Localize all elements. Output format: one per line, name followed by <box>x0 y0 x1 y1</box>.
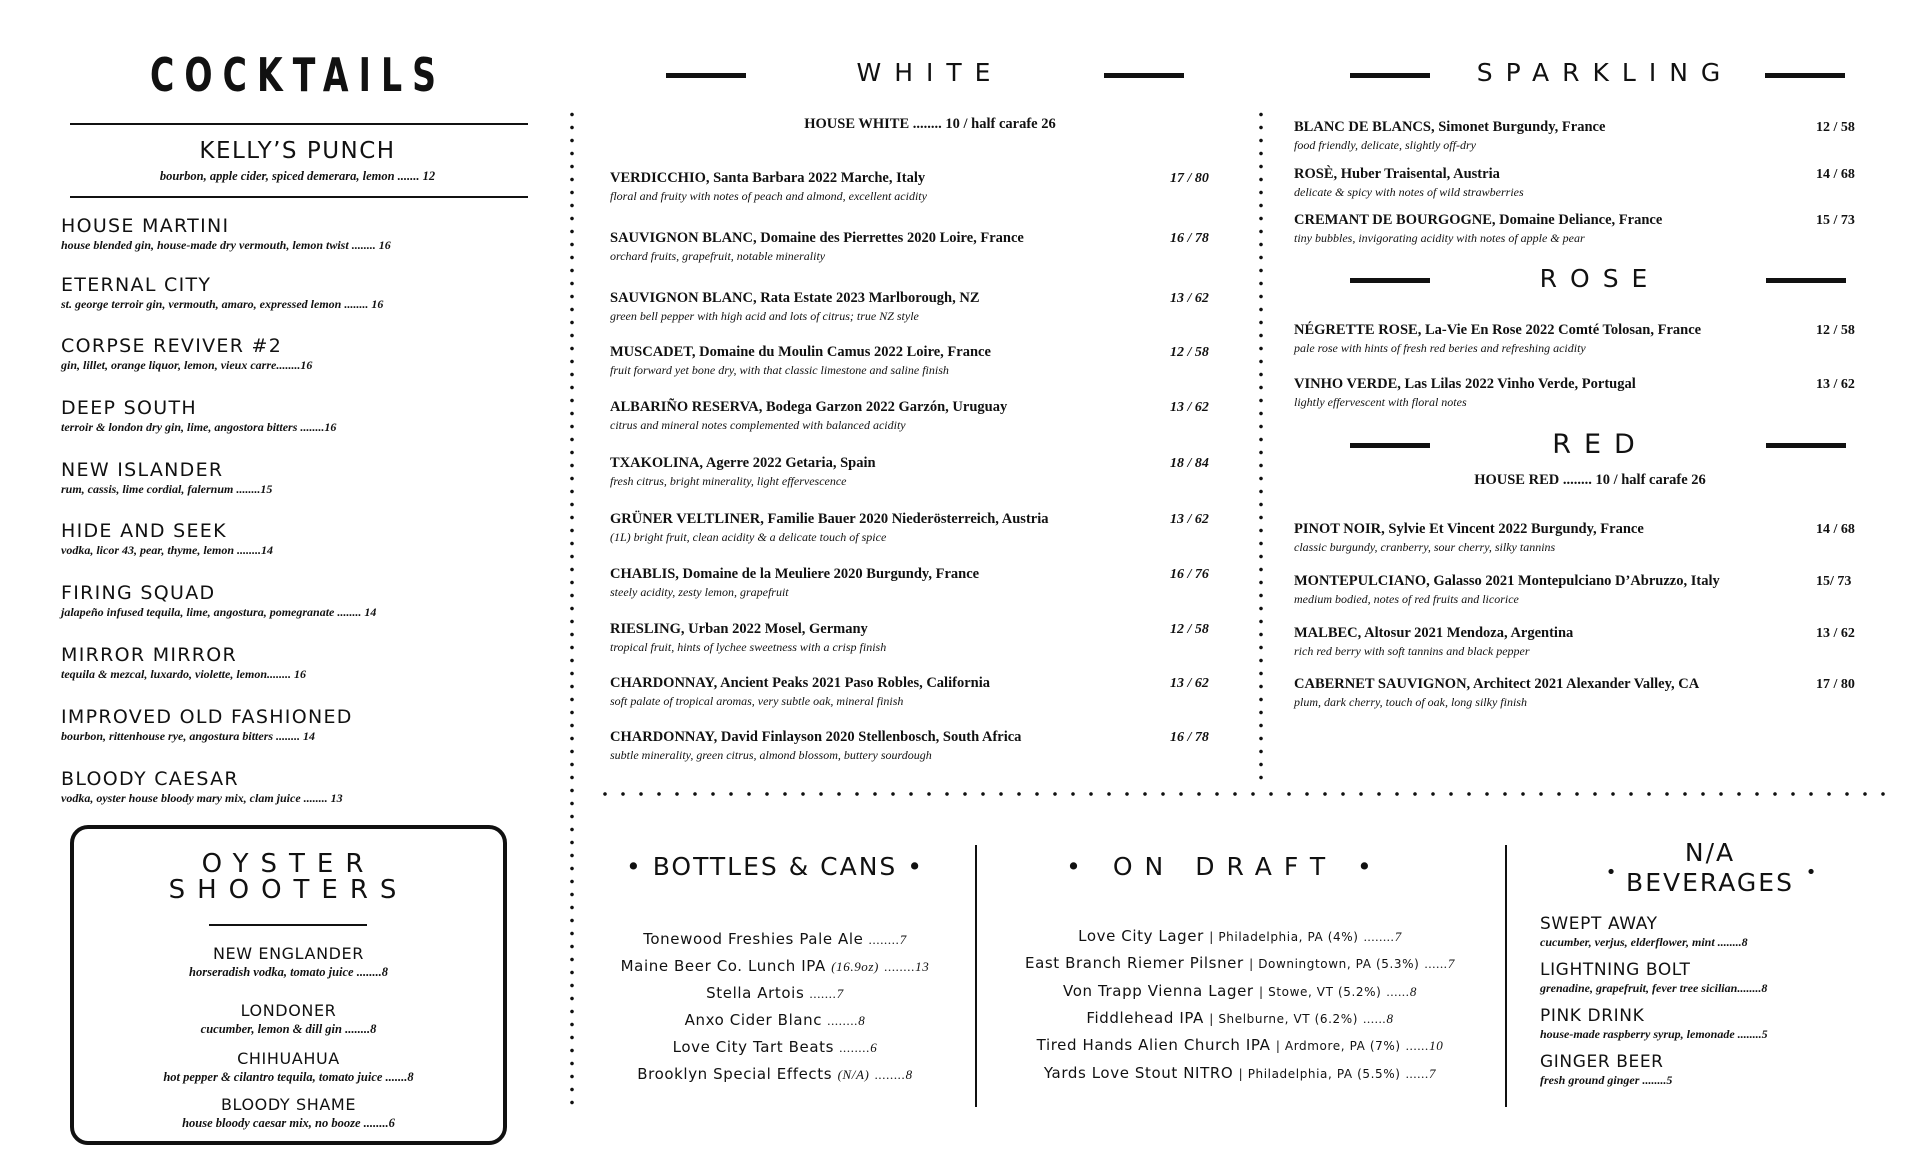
draft-origin: | Philadelphia, PA (4%) <box>1209 930 1359 944</box>
cocktail-name: HOUSE MARTINI <box>61 215 230 237</box>
oyster-shooters-title-line2: SHOOTERS <box>168 875 409 905</box>
bottom-divider-left <box>975 845 977 1107</box>
cocktail-name: BLOODY CAESAR <box>61 768 239 790</box>
wine-price: 15/ 73 <box>1816 574 1852 589</box>
cocktail-desc: st. george terroir gin, vermouth, amaro, expressed lemon ........ 16 <box>61 297 384 311</box>
wine-item <box>610 454 1209 489</box>
oyster-shooter-item <box>74 1095 503 1131</box>
wine-item <box>610 289 1209 324</box>
wine-name: CHABLIS, Domaine de la Meuliere 2020 Burgundy, France <box>610 566 980 582</box>
bottle-item <box>595 1010 955 1031</box>
draft-origin: | Stowe, VT (5.2%) <box>1259 985 1382 999</box>
bottom-divider-right <box>1505 845 1507 1107</box>
wine-item <box>1294 165 1855 200</box>
wine-desc: rich red berry with soft tannins and black pepper <box>1294 644 1530 658</box>
draft-price: ......8 <box>1363 1011 1394 1026</box>
oyster-shooter-desc: house bloody caesar mix, no booze ........6 <box>182 1116 395 1130</box>
bottle-item <box>595 1064 955 1085</box>
wine-desc: floral and fruity with notes of peach and almond, excellent acidity <box>610 189 927 203</box>
na-desc: cucumber, verjus, elderflower, mint ........8 <box>1540 935 1748 949</box>
wine-item <box>610 510 1209 545</box>
bottle-note: (16.9oz) <box>831 959 879 974</box>
cocktails-divider-top <box>70 123 528 125</box>
cocktails-divider-bottom <box>70 196 528 198</box>
oyster-shooter-desc: cucumber, lemon & dill gin ........8 <box>200 1022 377 1036</box>
cocktail-desc: terroir & london dry gin, lime, angostora bitters ........16 <box>61 420 337 434</box>
column-divider-dots-left <box>570 108 574 1110</box>
wine-name: CABERNET SAUVIGNON, Architect 2021 Alexander Valley, CA <box>1294 676 1700 692</box>
na-desc: grenadine, grapefruit, fever tree sicilian........8 <box>1540 981 1768 995</box>
wine-desc: (1L) bright fruit, clean acidity & a delicate touch of spice <box>610 530 887 544</box>
bottle-item <box>595 983 955 1004</box>
wine-name: NÉGRETTE ROSE, La-Vie En Rose 2022 Comté Tolosan, France <box>1294 322 1702 338</box>
wine-price: 16 / 76 <box>1170 567 1209 582</box>
red-header-bar-left <box>1350 443 1430 448</box>
wine-item <box>1294 211 1855 246</box>
wine-item <box>610 169 1209 204</box>
na-title-line1: N/A <box>1684 838 1736 867</box>
rose-header-bar-right <box>1766 278 1846 283</box>
draft-item <box>995 1008 1485 1029</box>
bottle-price: ........8 <box>827 1013 866 1028</box>
wine-name: CREMANT DE BOURGOGNE, Domaine Deliance, France <box>1294 212 1663 228</box>
bottle-price: ........13 <box>884 959 930 974</box>
draft-origin: | Shelburne, VT (6.2%) <box>1209 1012 1359 1026</box>
na-item <box>1540 1052 1672 1088</box>
cocktail-item <box>61 334 541 373</box>
draft-item <box>995 1063 1485 1084</box>
wine-price: 14 / 68 <box>1816 167 1855 182</box>
wine-price: 13 / 62 <box>1170 512 1209 527</box>
wine-price: 17 / 80 <box>1170 171 1209 186</box>
wine-price: 12 / 58 <box>1170 345 1209 360</box>
cocktail-item <box>61 767 541 806</box>
cocktail-desc: rum, cassis, lime cordial, falernum ........15 <box>61 482 273 496</box>
cocktail-name: IMPROVED OLD FASHIONED <box>61 706 353 728</box>
sparkling-header-bar-right <box>1765 73 1845 78</box>
cocktail-desc: jalapeño infused tequila, lime, angostura, pomegranate ........ 14 <box>61 605 377 619</box>
draft-name: Yards Love Stout NITRO <box>1043 1064 1234 1082</box>
oyster-shooter-name: BLOODY SHAME <box>220 1095 357 1114</box>
wine-price: 13 / 62 <box>1816 377 1855 392</box>
wine-desc: fresh citrus, bright minerality, light effervescence <box>610 474 847 488</box>
wine-name: TXAKOLINA, Agerre 2022 Getaria, Spain <box>610 455 876 471</box>
on-draft-title: • ON DRAFT • <box>1066 852 1384 881</box>
na-item <box>1540 1006 1768 1042</box>
bottle-price: ........6 <box>839 1040 878 1055</box>
na-desc: fresh ground ginger ........5 <box>1540 1073 1673 1087</box>
wine-price: 13 / 62 <box>1170 291 1209 306</box>
bottle-item <box>595 929 955 950</box>
wine-name: MALBEC, Altosur 2021 Mendoza, Argentina <box>1294 625 1574 641</box>
wine-name: PINOT NOIR, Sylvie Et Vincent 2022 Burgundy, France <box>1294 521 1644 537</box>
bottle-name: Love City Tart Beats <box>672 1038 835 1056</box>
cocktail-desc: gin, lillet, orange liquor, lemon, vieux carre........16 <box>61 358 313 372</box>
oyster-shooter-desc: hot pepper & cilantro tequila, tomato juice .......8 <box>163 1070 414 1084</box>
sparkling-title: SPARKLING <box>1476 58 1734 87</box>
wine-price: 13 / 62 <box>1170 400 1209 415</box>
draft-price: ........7 <box>1363 929 1402 944</box>
rose-header-bar-left <box>1350 278 1430 283</box>
wine-price: 18 / 84 <box>1170 456 1209 471</box>
bottle-name: Brooklyn Special Effects <box>637 1065 833 1083</box>
bottles-cans-title: • BOTTLES & CANS • <box>626 852 924 881</box>
draft-name: Tired Hands Alien Church IPA <box>1036 1036 1271 1054</box>
rose-title: ROSE <box>1539 264 1661 293</box>
cocktail-desc: tequila & mezcal, luxardo, violette, lemon........ 16 <box>61 667 306 681</box>
bottle-item <box>595 1037 955 1058</box>
white-header-bar-left <box>666 73 746 78</box>
red-header-bar-right <box>1766 443 1846 448</box>
wine-item <box>610 398 1209 433</box>
oyster-shooter-name: LONDONER <box>240 1001 337 1020</box>
draft-origin: | Philadelphia, PA (5.5%) <box>1238 1067 1401 1081</box>
draft-name: Von Trapp Vienna Lager <box>1063 982 1254 1000</box>
cocktail-item <box>61 643 541 682</box>
wine-name: RIESLING, Urban 2022 Mosel, Germany <box>610 621 868 637</box>
na-name: PINK DRINK <box>1540 1006 1645 1026</box>
cocktail-item <box>61 273 541 312</box>
sparkling-header-bar-left <box>1350 73 1430 78</box>
featured-cocktail-name: KELLY’S PUNCH <box>199 138 396 164</box>
wine-desc: fruit forward yet bone dry, with that classic limestone and saline finish <box>610 363 949 377</box>
na-desc: house-made raspberry syrup, lemonade ........5 <box>1540 1027 1768 1041</box>
oyster-shooters-box <box>70 825 507 1145</box>
bottle-price: ........8 <box>874 1067 913 1082</box>
featured-cocktail-desc: bourbon, apple cider, spiced demerara, lemon ....... 12 <box>159 169 436 183</box>
cocktails-title: COCKTAILS <box>150 48 447 102</box>
bottle-price: ........7 <box>868 932 907 947</box>
wine-name: CHARDONNAY, Ancient Peaks 2021 Paso Robles, California <box>610 675 990 691</box>
wine-item <box>610 565 1209 600</box>
wine-price: 17 / 80 <box>1816 677 1855 692</box>
oyster-shooter-item <box>74 944 503 980</box>
cocktail-desc: house blended gin, house-made dry vermouth, lemon twist ........ 16 <box>61 238 391 252</box>
cocktail-name: HIDE AND SEEK <box>61 520 227 542</box>
cocktail-name: MIRROR MIRROR <box>61 644 238 666</box>
wine-price: 12 / 58 <box>1816 120 1855 135</box>
wine-desc: orchard fruits, grapefruit, notable minerality <box>610 249 826 263</box>
wine-item <box>1294 675 1855 710</box>
wine-item <box>1294 118 1855 153</box>
cocktail-name: CORPSE REVIVER #2 <box>61 335 283 357</box>
wine-desc: pale rose with hints of fresh red beries and refreshing acidity <box>1294 341 1586 355</box>
cocktail-item <box>61 581 541 620</box>
na-item <box>1540 914 1748 950</box>
cocktail-desc: bourbon, rittenhouse rye, angostura bitters ........ 14 <box>61 729 316 743</box>
wine-desc: food friendly, delicate, slightly off-dry <box>1294 138 1476 152</box>
draft-price: ......8 <box>1386 984 1417 999</box>
bottle-price: .......7 <box>809 986 844 1001</box>
wine-desc: classic burgundy, cranberry, sour cherry, silky tannins <box>1294 540 1556 554</box>
cocktail-item <box>61 214 541 253</box>
wine-desc: medium bodied, notes of red fruits and licorice <box>1294 592 1519 606</box>
wine-item <box>1294 520 1855 555</box>
wine-price: 12 / 58 <box>1170 622 1209 637</box>
wine-name: SAUVIGNON BLANC, Domaine des Pierrettes 2020 Loire, France <box>610 230 1024 246</box>
bottle-item <box>595 956 955 977</box>
draft-name: Love City Lager <box>1078 927 1204 945</box>
wine-name: ALBARIÑO RESERVA, Bodega Garzon 2022 Garzón, Uruguay <box>610 399 1008 415</box>
wine-name: GRÜNER VELTLINER, Familie Bauer 2020 Niederösterreich, Austria <box>610 511 1049 527</box>
draft-price: ......10 <box>1406 1038 1444 1053</box>
wine-name: MONTEPULCIANO, Galasso 2021 Montepulciano D’Abruzzo, Italy <box>1294 573 1720 589</box>
draft-item <box>995 926 1485 947</box>
na-name: GINGER BEER <box>1540 1052 1664 1072</box>
cocktail-item <box>61 519 541 558</box>
white-title: WHITE <box>856 58 1004 87</box>
wine-item <box>1294 572 1852 607</box>
cocktail-name: ETERNAL CITY <box>61 274 212 296</box>
wine-price: 15 / 73 <box>1816 213 1855 228</box>
wine-item <box>1294 624 1855 659</box>
oyster-shooter-desc: horseradish vodka, tomato juice ........8 <box>189 965 388 979</box>
cocktail-desc: vodka, oyster house bloody mary mix, clam juice ........ 13 <box>61 791 343 805</box>
wine-item <box>610 343 1209 378</box>
wine-name: CHARDONNAY, David Finlayson 2020 Stellenbosch, South Africa <box>610 729 1022 745</box>
wine-desc: tiny bubbles, invigorating acidity with notes of apple & pear <box>1294 231 1585 245</box>
wine-name: MUSCADET, Domaine du Moulin Camus 2022 Loire, France <box>610 344 991 360</box>
wine-price: 13 / 62 <box>1170 676 1209 691</box>
bottle-note: (N/A) <box>837 1067 870 1082</box>
na-bullet-right: • <box>1805 862 1819 883</box>
oyster-shooters-title-line1: OYSTER <box>201 849 376 879</box>
wine-price: 16 / 78 <box>1170 730 1209 745</box>
na-bullet-left: • <box>1605 862 1619 883</box>
wine-desc: plum, dark cherry, touch of oak, long silky finish <box>1294 695 1527 709</box>
wine-name: VINHO VERDE, Las Lilas 2022 Vinho Verde, Portugal <box>1294 376 1636 392</box>
cocktail-item <box>61 396 541 435</box>
wine-name: BLANC DE BLANCS, Simonet Burgundy, France <box>1294 119 1606 135</box>
wine-item <box>1294 375 1855 410</box>
oyster-shooter-name: NEW ENGLANDER <box>212 944 364 963</box>
na-item <box>1540 960 1767 996</box>
draft-item <box>995 1035 1485 1056</box>
column-divider-dots-right <box>1259 108 1263 785</box>
white-header-bar-right <box>1104 73 1184 78</box>
wine-price: 12 / 58 <box>1816 323 1855 338</box>
draft-item <box>995 953 1485 974</box>
house-white: HOUSE WHITE ........ 10 / half carafe 26 <box>804 116 1056 132</box>
wine-name: ROSÈ, Huber Traisental, Austria <box>1294 166 1500 182</box>
wine-item <box>610 229 1209 264</box>
wine-item <box>610 728 1209 763</box>
bottle-name: Anxo Cider Blanc <box>684 1011 823 1029</box>
house-red: HOUSE RED ........ 10 / half carafe 26 <box>1474 472 1706 488</box>
wine-desc: subtle minerality, green citrus, almond blossom, buttery sourdough <box>610 748 932 762</box>
wine-desc: steely acidity, zesty lemon, grapefruit <box>610 585 789 599</box>
red-title: RED <box>1552 429 1648 460</box>
wine-desc: soft palate of tropical aromas, very subtle oak, mineral finish <box>610 694 904 708</box>
draft-item <box>995 981 1485 1002</box>
draft-price: ......7 <box>1405 1066 1437 1081</box>
draft-origin: | Ardmore, PA (7%) <box>1275 1039 1401 1053</box>
cocktail-desc: vodka, licor 43, pear, thyme, lemon ........14 <box>61 543 273 557</box>
cocktail-name: FIRING SQUAD <box>61 582 216 604</box>
wine-item <box>610 674 1209 709</box>
bottle-name: Tonewood Freshies Pale Ale <box>643 930 864 948</box>
cocktail-item <box>61 705 541 744</box>
oyster-shooter-name: CHIHUAHUA <box>237 1049 340 1068</box>
wine-desc: citrus and mineral notes complemented with balanced acidity <box>610 418 906 432</box>
na-name: SWEPT AWAY <box>1540 914 1658 934</box>
oyster-shooters-divider <box>209 924 367 926</box>
draft-origin: | Downingtown, PA (5.3%) <box>1249 957 1420 971</box>
cocktail-name: DEEP SOUTH <box>61 397 197 419</box>
na-name: LIGHTNING BOLT <box>1540 960 1691 980</box>
cocktail-item <box>61 458 541 497</box>
wine-item <box>1294 321 1855 356</box>
section-divider-dots <box>596 792 1886 796</box>
wine-desc: lightly effervescent with floral notes <box>1294 395 1467 409</box>
bottle-name: Maine Beer Co. Lunch IPA <box>620 957 826 975</box>
oyster-shooter-item <box>74 1049 503 1085</box>
draft-name: Fiddlehead IPA <box>1086 1009 1204 1027</box>
wine-price: 13 / 62 <box>1816 626 1855 641</box>
wine-name: VERDICCHIO, Santa Barbara 2022 Marche, Italy <box>610 170 926 186</box>
wine-desc: tropical fruit, hints of lychee sweetness with a crisp finish <box>610 640 887 654</box>
oyster-shooter-item <box>74 1001 503 1037</box>
wine-price: 16 / 78 <box>1170 231 1209 246</box>
bottle-name: Stella Artois <box>706 984 805 1002</box>
na-title-line2: BEVERAGES <box>1626 868 1794 897</box>
draft-price: ......7 <box>1424 956 1455 971</box>
wine-desc: green bell pepper with high acid and lots of citrus; true NZ style <box>610 309 919 323</box>
wine-price: 14 / 68 <box>1816 522 1855 537</box>
wine-name: SAUVIGNON BLANC, Rata Estate 2023 Marlborough, NZ <box>610 290 980 306</box>
draft-name: East Branch Riemer Pilsner <box>1025 954 1244 972</box>
wine-item <box>610 620 1209 655</box>
wine-desc: delicate & spicy with notes of wild strawberries <box>1294 185 1524 199</box>
cocktail-name: NEW ISLANDER <box>61 459 224 481</box>
